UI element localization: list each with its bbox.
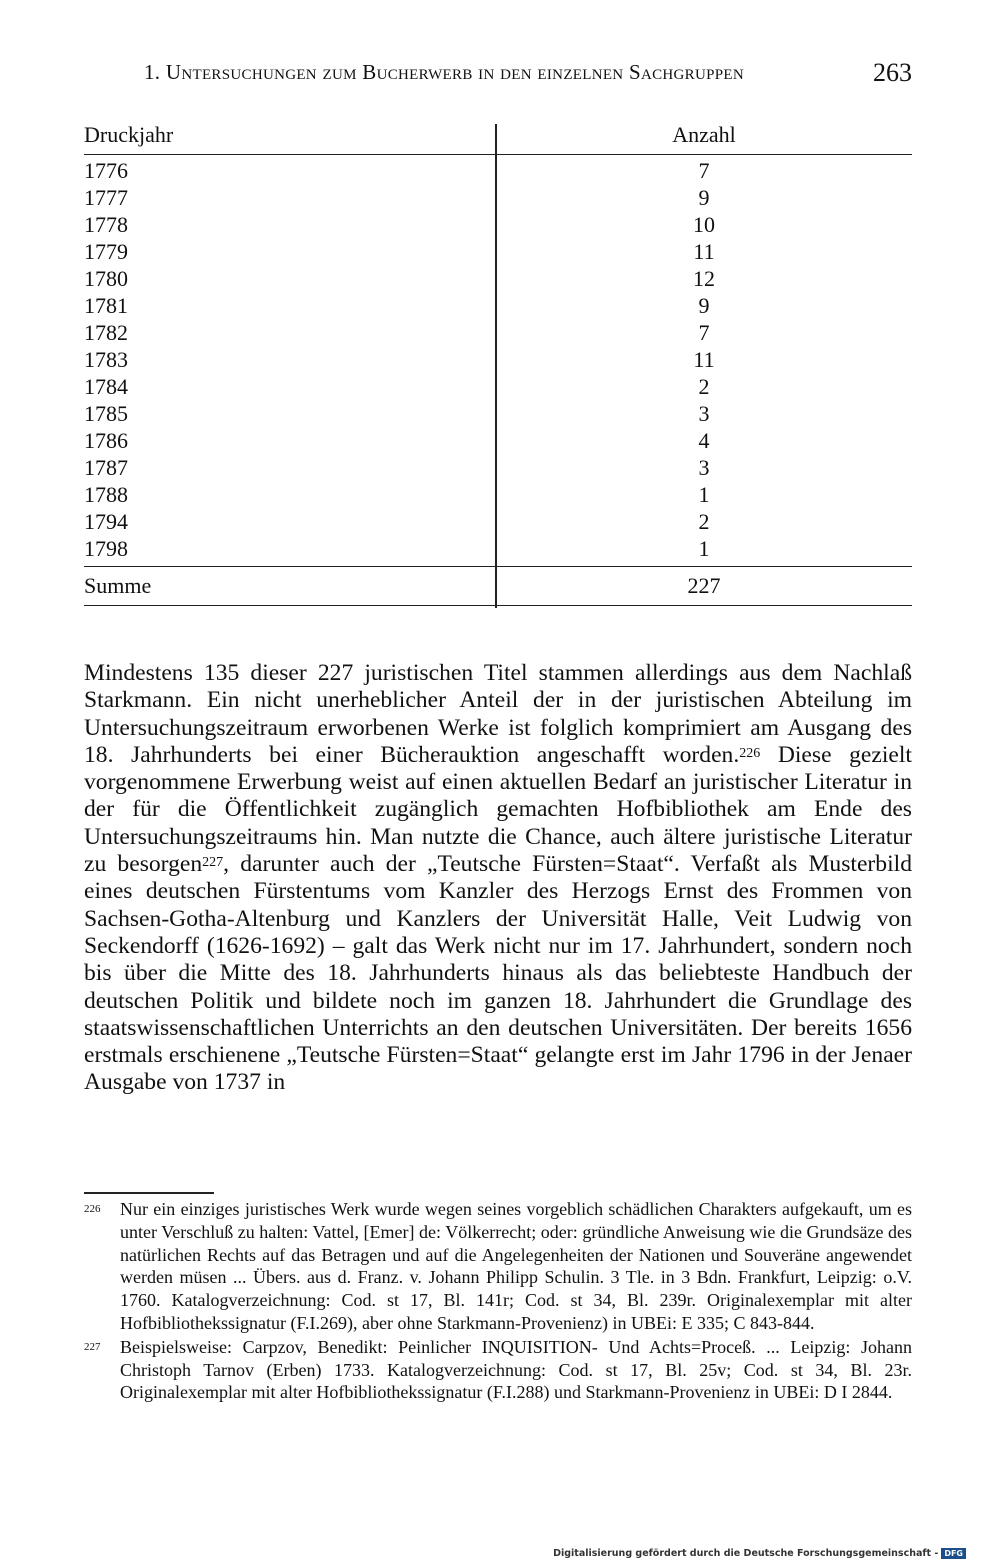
- count-cell: 7: [698, 158, 710, 183]
- table-row: [84, 157, 912, 184]
- body-paragraph: [84, 660, 912, 1097]
- table-row: [84, 292, 912, 319]
- year-cell: 1776: [84, 158, 128, 183]
- count-cell: 10: [693, 212, 715, 237]
- header-title: [144, 60, 744, 85]
- table-row: [84, 373, 912, 400]
- footnote-number: 227: [84, 1340, 101, 1353]
- table-row: [84, 184, 912, 211]
- count-cell: 1: [698, 482, 710, 507]
- table-sum-row: [84, 566, 912, 606]
- year-cell: 1787: [84, 455, 128, 480]
- count-cell: 9: [698, 185, 710, 210]
- count-cell: 2: [698, 374, 710, 399]
- header-count: Anzahl: [672, 122, 736, 147]
- sum-value: 227: [687, 573, 721, 598]
- footnote-reference: 226: [739, 745, 761, 761]
- count-cell: 11: [693, 239, 715, 264]
- header-year: Druckjahr: [84, 122, 174, 147]
- sum-label: Summe: [84, 573, 152, 598]
- count-cell: 2: [698, 509, 710, 534]
- credit-text: Digitalisierung gefördert durch die Deutsche Forschungsgemeinschaft -: [553, 1548, 939, 1559]
- dfg-logo: DFG: [941, 1548, 966, 1559]
- footnote-text: Beispielsweise: Carpzov, Benedikt: Peinlicher INQUISITION- Und Achts=Proceß. ... Leipzig: Johann Christoph Tarnov (Erben) 1733. Katalogverzeichnung: Cod. st 17, Bl. 25v; Cod. st 34, Bl. 23r. Originalexemplar mit alter Hofbibliothekssignatur (F.I.288) und Starkmann-Provenienz in UBEi: D I 2844.: [120, 1336, 912, 1403]
- year-cell: 1779: [84, 239, 128, 264]
- table-row: [84, 454, 912, 481]
- table-row: [84, 535, 912, 562]
- count-cell: 4: [698, 428, 710, 453]
- body-text: [84, 660, 912, 1097]
- footnote: [84, 1336, 912, 1404]
- footnote-rule: [84, 1192, 214, 1194]
- table-row: [84, 238, 912, 265]
- count-cell: 11: [693, 347, 715, 372]
- footnote-number: 226: [84, 1203, 101, 1215]
- table-row: [84, 346, 912, 373]
- print-year-table: [84, 116, 912, 606]
- year-cell: 1783: [84, 347, 128, 372]
- footnote-reference: 227: [202, 855, 224, 871]
- year-cell: 1781: [84, 293, 128, 318]
- table-row: [84, 481, 912, 508]
- page-number: 263: [873, 58, 912, 87]
- year-cell: 1780: [84, 266, 128, 291]
- footnote: [84, 1198, 912, 1335]
- year-cell: 1788: [84, 482, 128, 507]
- count-cell: 12: [693, 266, 715, 291]
- table-header-row: [84, 116, 912, 155]
- table-row: [84, 400, 912, 427]
- table-row: [84, 265, 912, 292]
- table-row: [84, 508, 912, 535]
- year-cell: 1794: [84, 509, 128, 534]
- digitization-credit: [553, 1548, 966, 1559]
- body-text-segment: Mindestens 135 dieser 227 juristischen Titel stammen allerdings aus dem Nachlaß Starkmann. Ein nicht unerheblicher Anteil der in der juristischen Abteilung im Untersuchungszeitraum erworbenen Werke ist folglich komprimiert am Ausgang des 18. Jahrhunderts bei einer Bücherauktion angeschafft worden.: [84, 660, 912, 768]
- count-cell: 7: [698, 320, 710, 345]
- header-chapter-number: 1.: [144, 60, 166, 84]
- count-cell: 3: [698, 455, 710, 480]
- table-body: [84, 155, 912, 566]
- year-cell: 1777: [84, 185, 128, 210]
- year-cell: 1782: [84, 320, 128, 345]
- running-header: [144, 60, 912, 94]
- year-cell: 1798: [84, 536, 128, 561]
- header-title-main: Untersuchungen zum Bucherwerb in den einzelnen Sachgruppen: [165, 60, 744, 84]
- year-cell: 1778: [84, 212, 128, 237]
- year-cell: 1784: [84, 374, 128, 399]
- table-row: [84, 319, 912, 346]
- table-row: [84, 427, 912, 454]
- table-row: [84, 211, 912, 238]
- year-cell: 1785: [84, 401, 128, 426]
- count-cell: 1: [698, 536, 710, 561]
- body-text-segment: Diese gezielt vorgenommene Erwerbung weist auf einen aktuellen Bedarf an juristischer Literatur in der für die Öffentlichkeit zugänglich gemachten Hofbibliothek am Ende des Untersuchungszeitraums hin. Man nutzte die Chance, auch ältere juristische Literatur zu besorgen: [84, 741, 912, 878]
- body-text-segment: , darunter auch der „Teutsche Fürsten=Staat“. Verfaßt als Musterbild eines deutschen Fürstentums vom Kanzler des Herzogs Ernst des Frommen von Sachsen-Gotha-Altenburg und Kanzlers der Universität Halle, Veit Ludwig von Seckendorff (1626-1692) – galt das Werk nicht nur im 17. Jahrhundert, sondern noch bis über die Mitte des 18. Jahrhunderts hinaus als das beliebteste Handbuch der deutschen Politik und bildete noch im ganzen 18. Jahrhundert die Grundlage des staatswissenschaftlichen Unterrichts an den deutschen Universitäten. Der bereits 1656 erstmals erschienene „Teutsche Fürsten=Staat“ gelangte erst im Jahr 1796 in der Jenaer Ausgabe von 1737 in: [84, 851, 912, 1096]
- footnotes: [84, 1198, 912, 1405]
- count-cell: 3: [698, 401, 710, 426]
- year-cell: 1786: [84, 428, 128, 453]
- footnote-text: Nur ein einziges juristisches Werk wurde wegen seines vorgeblich schädlichen Charakters aufgekauft, um es unter Verschluß zu halten: Vattel, [Emer] de: Völkerrecht; oder: gründliche Anweisung wie die Grundsäze des natürlichen Rechts auf das Betragen und auf die Angelegenheiten der Nationen und Souveräne angewendet werden müsen ... Übers. aus d. Franz. v. Johann Philipp Schulin. 3 Tle. in 3 Bdn. Frankfurt, Leipzig: o.V. 1760. Katalogverzeichnung: Cod. st 17, Bl. 141r; Cod. st 34, Bl. 239r. Originalexemplar mit alter Hofbibliothekssignatur (F.I.269), aber ohne Starkmann-Provenienz) in UBEi: E 335; C 843-844.: [120, 1199, 912, 1333]
- count-cell: 9: [698, 293, 710, 318]
